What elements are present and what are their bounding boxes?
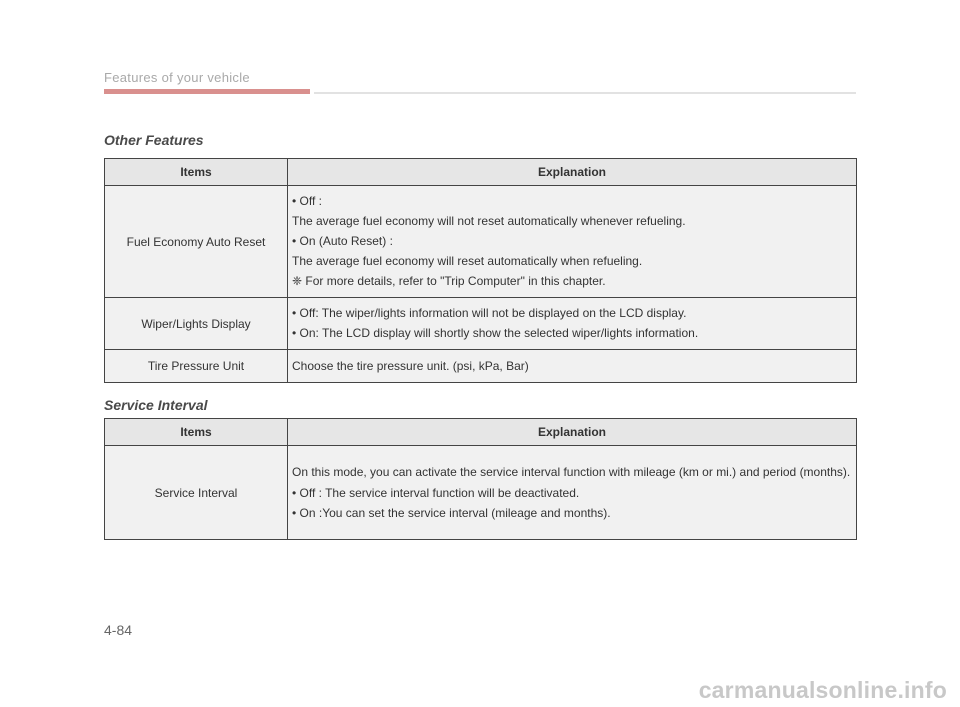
other-features-table [104,158,857,383]
explanation-line: • On :You can set the service interval (mileage and months). [292,505,611,520]
service-interval-title: Service Interval [104,397,208,413]
page-number: 4-84 [104,622,133,638]
explanation-cell [288,186,857,298]
explanation-cell [288,350,857,383]
column-header-items: Items [105,419,288,446]
table-row [105,350,857,383]
explanation-line: Choose the tire pressure unit. (psi, kPa, Bar) [292,358,529,373]
explanation-line: • Off : [292,194,322,208]
explanation-cell [288,298,857,350]
column-header-items: Items [105,159,288,186]
table-row [105,186,857,298]
service-interval-table [104,418,857,540]
item-cell: Service Interval [105,446,288,540]
column-header-explanation: Explanation [288,159,857,186]
explanation-line: The average fuel economy will not reset automatically whenever refueling. [292,214,686,228]
table-header-row [105,419,857,446]
item-cell: Wiper/Lights Display [105,298,288,350]
table-header-row [105,159,857,186]
explanation-line: • Off : The service interval function will be deactivated. [292,485,580,500]
explanation-line: On this mode, you can activate the service interval function with mileage (km or mi.) and period (months). [292,464,851,479]
explanation-line: • Off: The wiper/lights information will not be displayed on the LCD display. [292,306,687,320]
item-cell: Tire Pressure Unit [105,350,288,383]
column-header-explanation: Explanation [288,419,857,446]
explanation-cell [288,446,857,540]
header-accent-rule [104,89,310,94]
watermark-text: carmanualsonline.info [698,677,947,703]
table-row [105,298,857,350]
explanation-line: The average fuel economy will reset automatically when refueling. [292,254,643,268]
note-line: ❈ For more details, refer to "Trip Computer" in this chapter. [292,274,606,288]
section-header-title: Features of your vehicle [104,70,250,85]
explanation-line: • On (Auto Reset) : [292,234,393,248]
other-features-title: Other Features [104,132,204,148]
header-divider-rule [314,92,856,94]
explanation-line: • On: The LCD display will shortly show the selected wiper/lights information. [292,326,699,340]
table-row [105,446,857,540]
item-cell: Fuel Economy Auto Reset [105,186,288,298]
